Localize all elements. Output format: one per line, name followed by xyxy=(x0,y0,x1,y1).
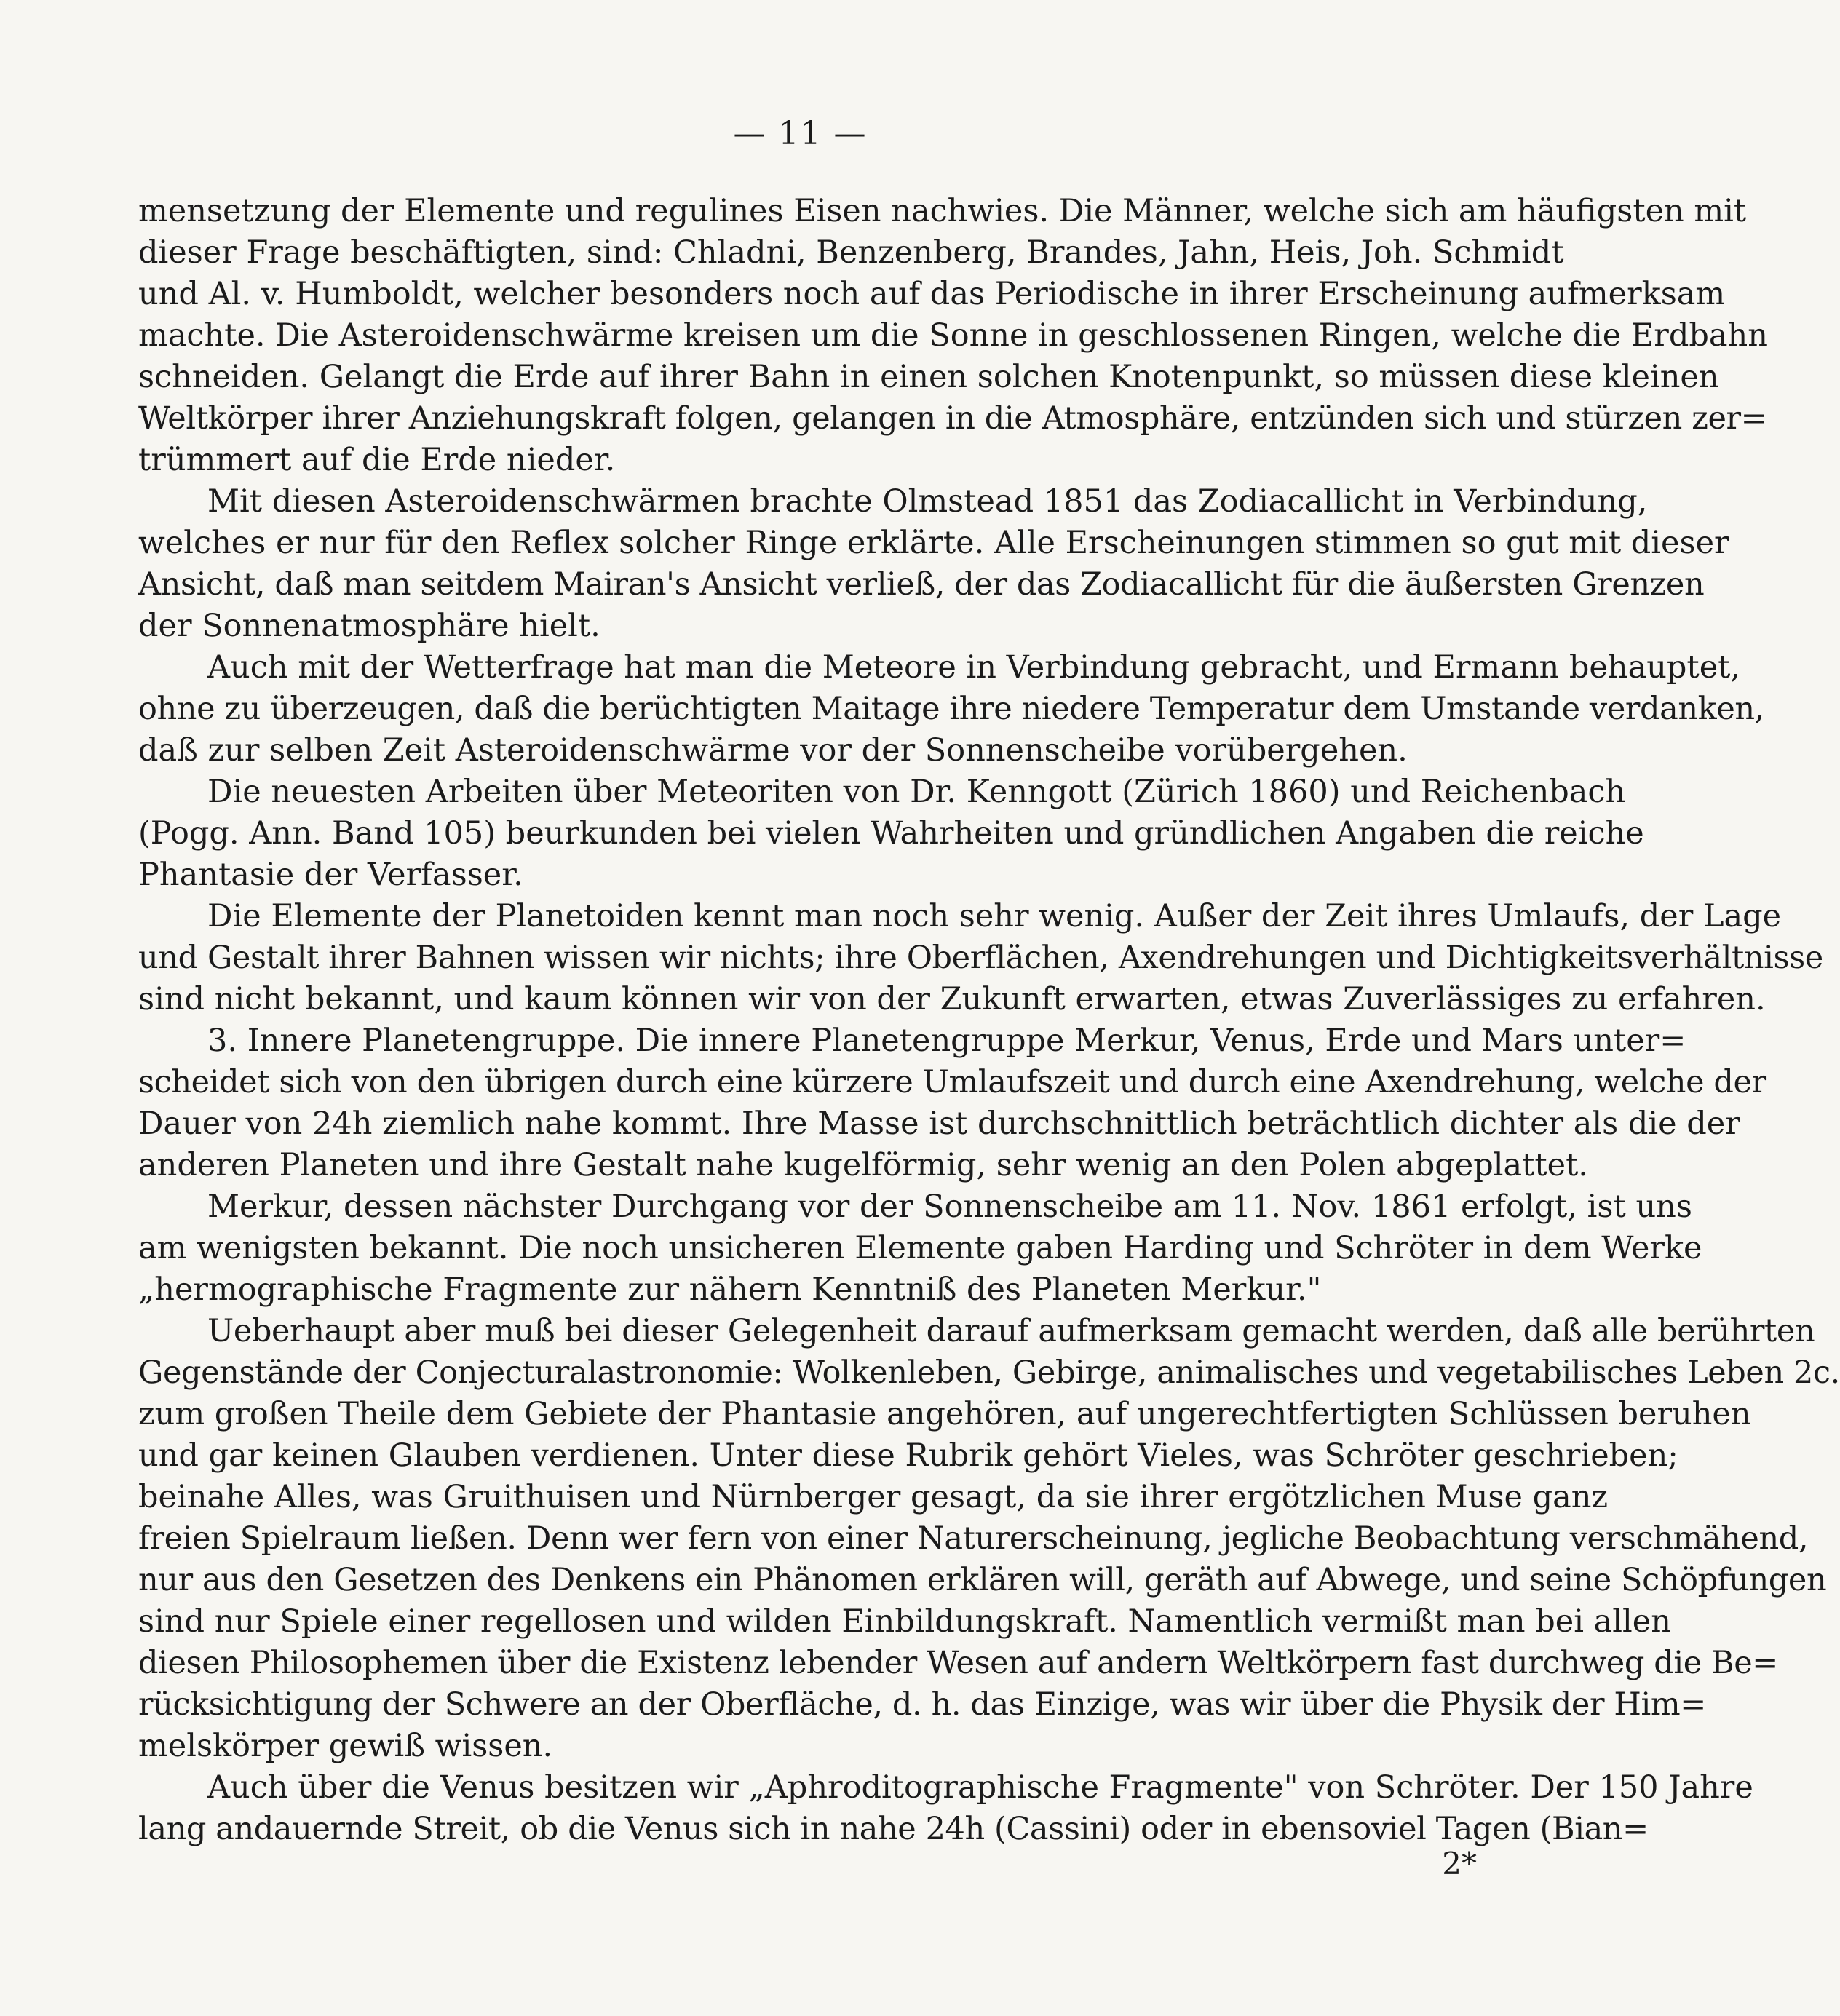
text-line: und gar keinen Glauben verdienen. Unter diese Rubrik gehört Vieles, was Schröter geschrieben; xyxy=(138,1437,1678,1474)
text-line: lang andauernde Streit, ob die Venus sich in nahe 24h (Cassini) oder in ebensoviel Tagen (Bian= xyxy=(138,1811,1649,1847)
text-line: daß zur selben Zeit Asteroidenschwärme vor der Sonnenscheibe vorübergehen. xyxy=(138,732,1408,769)
text-line: machte. Die Asteroidenschwärme kreisen um die Sonne in geschlossenen Ringen, welche die Erdbahn xyxy=(138,317,1768,354)
text-line: melskörper gewiß wissen. xyxy=(138,1728,553,1764)
paragraph xyxy=(138,647,1764,771)
text-line: diesen Philosophemen über die Existenz lebender Wesen auf andern Weltkörpern fast durchweg die Be= xyxy=(138,1645,1778,1681)
paragraph xyxy=(138,191,1768,481)
text-line: (Pogg. Ann. Band 105) beurkunden bei vielen Wahrheiten und gründlichen Angaben die reiche xyxy=(138,815,1644,852)
text-line: und Gestalt ihrer Bahnen wissen wir nichts; ihre Oberflächen, Axendrehungen und Dichtigkeitsverhältnisse xyxy=(138,940,1823,976)
text-line: welches er nur für den Reflex solcher Ringe erklärte. Alle Erscheinungen stimmen so gut mit dieser xyxy=(138,525,1729,561)
text-line: beinahe Alles, was Gruithuisen und Nürnberger gesagt, da sie ihrer ergötzlichen Muse ganz xyxy=(138,1479,1609,1515)
text-line: und Al. v. Humboldt, welcher besonders noch auf das Periodische in ihrer Erscheinung aufmerksam xyxy=(138,276,1726,312)
text-line: Auch über die Venus besitzen wir „Aphroditographische Fragmente" von Schröter. Der 150 Jahre xyxy=(207,1769,1753,1806)
text-line: nur aus den Gesetzen des Denkens ein Phänomen erklären will, geräth auf Abwege, und seine Schöpfungen xyxy=(138,1562,1827,1598)
text-line: Auch mit der Wetterfrage hat man die Meteore in Verbindung gebracht, und Ermann behauptet, xyxy=(207,649,1741,686)
text-line: 3. Innere Planetengruppe. Die innere Planetengruppe Merkur, Venus, Erde und Mars unter= xyxy=(207,1023,1686,1059)
text-line: dieser Frage beschäftigten, sind: Chladni, Benzenberg, Brandes, Jahn, Heis, Joh. Schmidt xyxy=(138,234,1564,271)
paragraph xyxy=(138,481,1729,647)
text-line: sind nicht bekannt, und kaum können wir von der Zukunft erwarten, etwas Zuverlässiges zu erfahren. xyxy=(138,981,1766,1017)
text-line: schneiden. Gelangt die Erde auf ihrer Bahn in einen solchen Knotenpunkt, so müssen diese kleinen xyxy=(138,359,1719,395)
body-text xyxy=(138,191,1840,1850)
text-line: trümmert auf die Erde nieder. xyxy=(138,442,616,478)
paragraph xyxy=(138,771,1644,896)
text-line: der Sonnenatmosphäre hielt. xyxy=(138,608,600,644)
text-line: Merkur, dessen nächster Durchgang vor der Sonnenscheibe am 11. Nov. 1861 erfolgt, ist uns xyxy=(207,1188,1692,1225)
text-line: anderen Planeten und ihre Gestalt nahe kugelförmig, sehr wenig an den Polen abgeplattet. xyxy=(138,1147,1589,1183)
signature-mark: 2* xyxy=(1442,1846,1477,1881)
text-line: rücksichtigung der Schwere an der Oberfläche, d. h. das Einzige, was wir über die Physik der Him= xyxy=(138,1686,1706,1723)
text-line: freien Spielraum ließen. Denn wer fern von einer Naturerscheinung, jegliche Beobachtung verschmähend, xyxy=(138,1520,1809,1557)
paragraph xyxy=(138,896,1823,1020)
text-line: „hermographische Fragmente zur nähern Kenntniß des Planeten Merkur." xyxy=(138,1271,1322,1308)
text-line: ohne zu überzeugen, daß die berüchtigten Maitage ihre niedere Temperatur dem Umstande verdanken, xyxy=(138,691,1764,727)
text-line: Phantasie der Verfasser. xyxy=(138,857,523,893)
paragraph xyxy=(138,1020,1766,1186)
text-line: Ansicht, daß man seitdem Mairan's Ansicht verließ, der das Zodiacallicht für die äußersten Grenzen xyxy=(138,566,1705,603)
text-line: Die neuesten Arbeiten über Meteoriten von Dr. Kenngott (Zürich 1860) und Reichenbach xyxy=(207,774,1626,810)
text-line: Mit diesen Asteroidenschwärmen brachte Olmstead 1851 das Zodiacallicht in Verbindung, xyxy=(207,483,1648,520)
text-line: mensetzung der Elemente und regulines Eisen nachwies. Die Männer, welche sich am häufigsten mit xyxy=(138,193,1747,229)
text-line: sind nur Spiele einer regellosen und wilden Einbildungskraft. Namentlich vermißt man bei allen xyxy=(138,1603,1671,1640)
text-line: zum großen Theile dem Gebiete der Phantasie angehören, auf ungerechtfertigten Schlüssen beruhen xyxy=(138,1396,1751,1432)
text-line: am wenigsten bekannt. Die noch unsicheren Elemente gaben Harding und Schröter in dem Werke xyxy=(138,1230,1702,1266)
text-line: Weltkörper ihrer Anziehungskraft folgen, gelangen in die Atmosphäre, entzünden sich und stürzen zer= xyxy=(138,400,1767,437)
text-line: Die Elemente der Planetoiden kennt man noch sehr wenig. Außer der Zeit ihres Umlaufs, der Lage xyxy=(207,898,1782,934)
text-line: Dauer von 24h ziemlich nahe kommt. Ihre Masse ist durchschnittlich beträchtlich dichter als die der xyxy=(138,1106,1740,1142)
text-line: Gegenstände der Conjecturalastronomie: Wolkenleben, Gebirge, animalisches und vegetabilisches Leben 2c. xyxy=(138,1354,1840,1391)
paragraph xyxy=(138,1186,1702,1311)
page-number: — 11 — xyxy=(733,115,868,152)
text-line: Ueberhaupt aber muß bei dieser Gelegenheit darauf aufmerksam gemacht werden, daß alle berührten xyxy=(207,1313,1815,1349)
paragraph xyxy=(138,1311,1840,1767)
paragraph xyxy=(138,1767,1753,1850)
text-line: scheidet sich von den übrigen durch eine kürzere Umlaufszeit und durch eine Axendrehung, welche der xyxy=(138,1064,1766,1100)
